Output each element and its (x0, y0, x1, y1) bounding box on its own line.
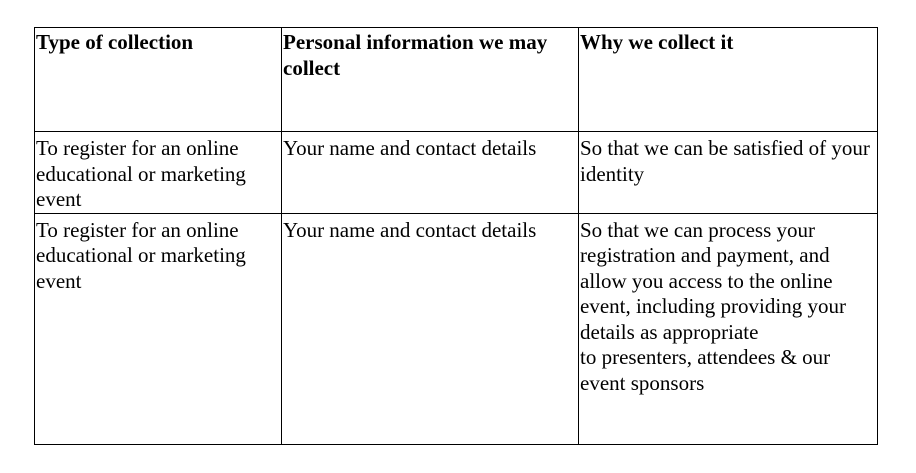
cell-why-text-continued: to presenters, attendees & our event sponsors (580, 345, 831, 395)
cell-why (579, 213, 878, 444)
header-why-we-collect: Why we collect it (579, 28, 878, 132)
cell-info: Your name and contact details (282, 213, 579, 444)
table-header-row (35, 28, 878, 132)
cell-info: Your name and contact details (282, 132, 579, 214)
cell-type: To register for an online educational or marketing event (35, 213, 282, 444)
cell-why (579, 132, 878, 214)
cell-type: To register for an online educational or marketing event (35, 132, 282, 214)
collection-table (34, 27, 878, 445)
cell-why-text: So that we can be satisfied of your identity (580, 136, 870, 186)
cell-why-text: So that we can process your registration and payment, and allow you access to the online event, including providing your details as appropriate (580, 217, 846, 344)
header-personal-information: Personal information we may collect (282, 28, 579, 132)
table-row (35, 132, 878, 214)
header-type-of-collection: Type of collection (35, 28, 282, 132)
table-row (35, 213, 878, 444)
